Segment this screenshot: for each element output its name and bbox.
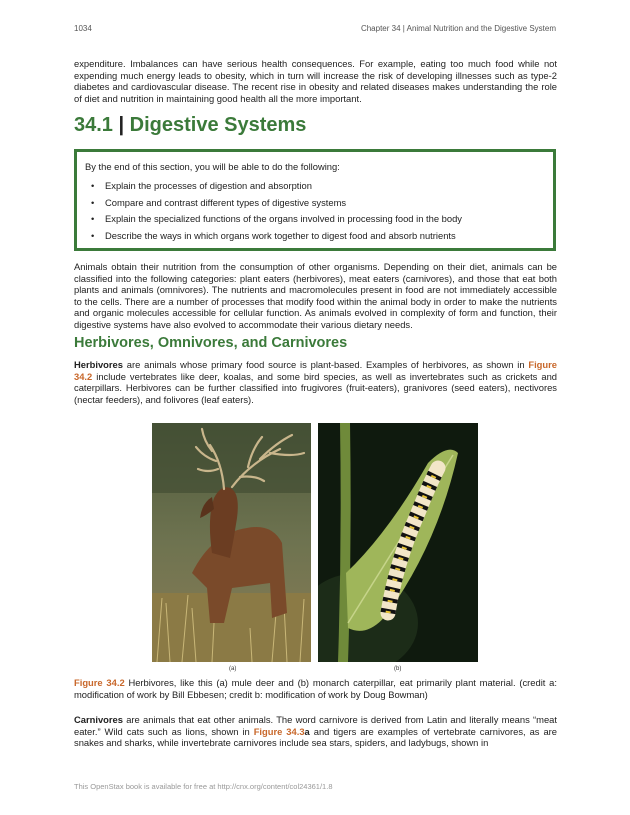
bullet-icon: • [91, 180, 95, 191]
list-item: • Describe the ways in which organs work together to digest food and absorb nutrients [91, 228, 462, 245]
bullet-icon: • [91, 196, 95, 208]
section-separator: | [118, 114, 125, 136]
figure-link[interactable]: Figure 34.3 [253, 725, 305, 737]
figure-panel-caterpillar-image [318, 423, 478, 667]
page-footer: This OpenStax book is available for free at http://cnx.org/content/col24361/1.8 [74, 782, 333, 791]
caterpillar-photo [318, 423, 478, 662]
carnivores-paragraph: Carnivores are animals that eat other animals. The word carnivore is derived from Latin and literally means “meat eater.” Wild cats such as lions, shown in Figure 34.3a and tigers are examples of vertebrate carnivores, as are snakes and sharks, while invertebrate carnivores include sea stars, spiders, and ladybugs, shown in [74, 714, 557, 749]
intro-paragraph: expenditure. Imbalances can have serious health consequences. For example, eating too much food while not expending much energy leads to obesity, which in turn will increase the risk of developing illnesses such as type-2 diabetes and cardiovascular disease. The recent rise in obesity and related diseases makes understanding the role of diet and nutrition in maintaining good health all the more important. [74, 58, 557, 104]
section-title [74, 114, 306, 137]
bullet-icon: • [91, 213, 95, 224]
learning-objectives-box [74, 149, 556, 251]
objectives-intro: By the end of this section, you will be able to do the following: [85, 161, 340, 172]
term-carnivores: Carnivores [74, 714, 123, 725]
section-heading-text: Digestive Systems [129, 114, 307, 136]
term-herbivores: Herbivores [74, 359, 123, 370]
figure-panel-deer-image [152, 423, 311, 667]
bullet-icon: • [91, 229, 95, 241]
panel-a-label: (a) [229, 666, 237, 672]
chapter-title: Chapter 34 | Animal Nutrition and the Digestive System [360, 24, 556, 33]
herbivores-paragraph: Herbivores are animals whose primary food source is plant-based. Examples of herbivores, as shown in Figure 34.2 include vertebrates like deer, koalas, and some bird species, as well as invertebrates such as crickets and caterpillars. Herbivores can be further classified into frugivores (fruit-eaters), granivores (seed eaters), nectivores (nectar feeders), and folivores (leaf eaters). [74, 359, 557, 405]
page-number: 1034 [74, 24, 92, 33]
figure-caption-label: Figure 34.2 [74, 677, 125, 688]
objectives-list [91, 178, 462, 244]
list-item: • Explain the specialized functions of the organs involved in processing food in the body [91, 211, 462, 228]
figure-link[interactable]: Figure 34.2 [74, 359, 557, 382]
subsection-title: Herbivores, Omnivores, and Carnivores [74, 335, 348, 351]
list-item: • Compare and contrast different types of digestive systems [91, 195, 462, 212]
figure-caption: Figure 34.2 Herbivores, like this (a) mule deer and (b) monarch caterpillar, eat primarily plant material. (credit a: modification of work by Bill Ebbesen; credit b: modification of work by Doug Bowman) [74, 677, 558, 700]
deer-photo [152, 423, 311, 662]
body-paragraph: Animals obtain their nutrition from the consumption of other organisms. Depending on their diet, animals can be classified into the following categories: plant eaters (herbivores), meat eaters (carnivores), and those that eat both plants and animals (omnivores). The nutrients and macromolecules present in food are not immediately accessible to the cells. There are a number of processes that modify food within the animal body in order to make the nutrients and organic molecules accessible for cellular function. As animals evolved in complexity of form and function, their digestive systems have also evolved to accommodate their various dietary needs. [74, 261, 557, 330]
list-item: • Explain the processes of digestion and absorption [91, 178, 462, 195]
panel-b-label: (b) [394, 666, 402, 672]
section-number: 34.1 [74, 114, 113, 136]
